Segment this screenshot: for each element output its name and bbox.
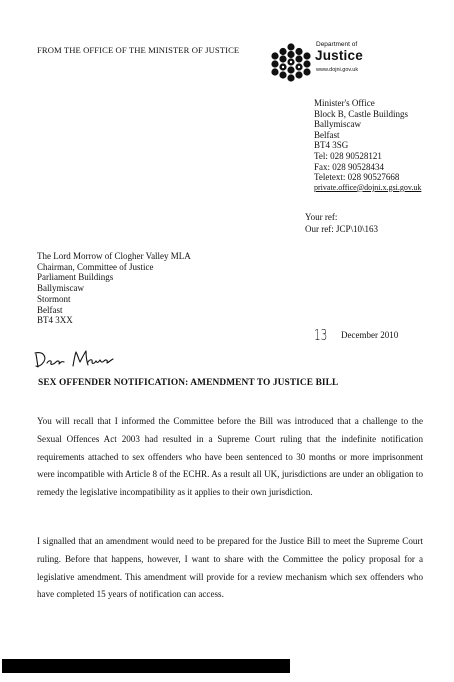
address-line: Minister's Office <box>314 98 375 108</box>
address-line: Fax: 028 90528434 <box>314 161 385 172</box>
handwritten-date-day: 13 <box>314 326 328 344</box>
recipient-address <box>37 251 191 326</box>
redaction-bar <box>2 659 290 673</box>
your-reference: Your ref: <box>305 212 338 222</box>
references <box>305 212 378 235</box>
letter-date: December 2010 <box>341 330 399 340</box>
recipient-line: BT4 3XX <box>37 315 73 326</box>
body-paragraph: I signalled that an amendment would need to be prepared for the Justice Bill to meet the Supreme Court ruling. Before that happens, however, I want to share with the Committee the policy proposal for a legislative amendment. This amendment will provide for a review mechanism which sex offenders who have completed 15 years of notification can access. <box>37 536 423 600</box>
address-line: Block B, Castle Buildings <box>314 108 409 119</box>
office-heading: FROM THE OFFICE OF THE MINISTER OF JUSTICE <box>37 45 240 55</box>
department-website: www.dojni.gov.uk <box>316 67 359 73</box>
recipient-line: Belfast <box>37 304 63 315</box>
address-line: Teletext: 028 90527668 <box>314 172 400 183</box>
handwritten-greeting <box>32 348 132 370</box>
letter-subject: SEX OFFENDER NOTIFICATION: AMENDMENT TO JUSTICE BILL <box>38 378 339 388</box>
address-line: BT4 3SG <box>314 140 349 151</box>
sender-email-link[interactable]: private.office@dojni.x.gsi.gov.uk <box>314 182 422 192</box>
department-name: Justice <box>315 48 363 63</box>
body-paragraph: You will recall that I informed the Committee before the Bill was introduced that a challenge to the Sexual Offences Act 2003 had resulted in a Supreme Court ruling that the indefinite notification requirements attached to sex offenders who have been sentenced to 30 months or more imprisonment were incompatible with Article 8 of the ECHR. As a result all UK, jurisdictions are under an obligation to remedy the legislative incompatibility as it applies to their own jurisdiction. <box>37 416 423 498</box>
recipient-line: The Lord Morrow of Clogher Valley MLA <box>37 251 191 261</box>
department-logo-icon <box>269 42 313 86</box>
recipient-line: Stormont <box>37 293 71 304</box>
our-reference: Our ref: JCP\10\163 <box>305 223 378 234</box>
address-line: Ballymiscaw <box>314 119 361 130</box>
address-line: Belfast <box>314 129 340 140</box>
greeting-text: Dear Maurice <box>32 348 38 349</box>
recipient-line: Ballymiscaw <box>37 283 84 294</box>
recipient-line: Parliament Buildings <box>37 272 114 283</box>
recipient-line: Chairman, Committee of Justice <box>37 261 154 272</box>
sender-address <box>314 98 421 193</box>
department-label: Department of <box>316 41 358 48</box>
address-line: Tel: 028 90528121 <box>314 150 382 161</box>
